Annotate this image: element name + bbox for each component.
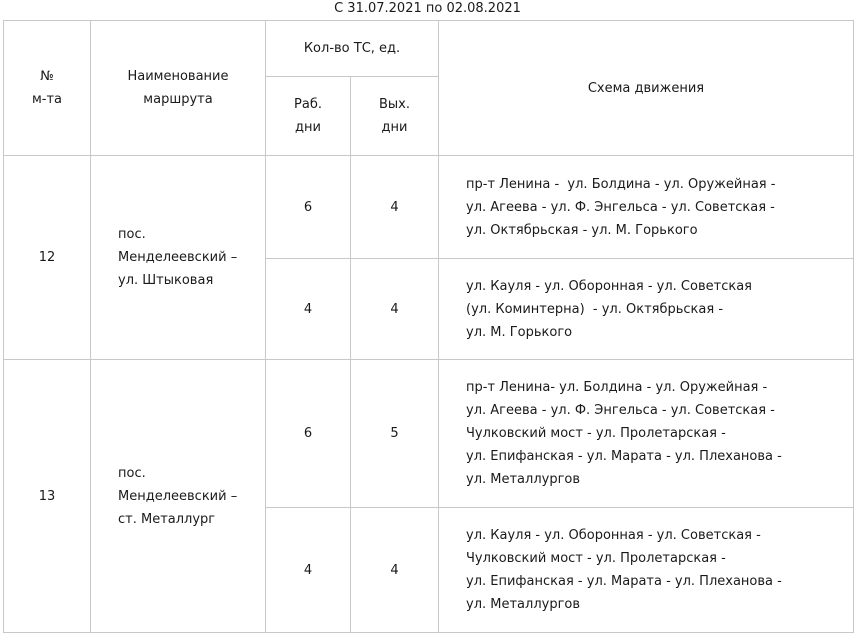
header-work-days-line1: Раб. (294, 97, 322, 112)
route-scheme-line: Чулковский мост - ул. Пролетарская - (466, 551, 726, 566)
route-scheme-line: ул. Кауля - ул. Оборонная - ул. Советская - (466, 528, 761, 543)
work-days-count-cell: 4 (266, 259, 351, 360)
route-scheme-cell (439, 360, 854, 508)
schedule-period-title: С 31.07.2021 по 02.08.2021 (334, 1, 521, 16)
table-row (4, 360, 854, 508)
route-scheme-line: ул. Металлургов (466, 472, 581, 487)
route-name-line: Менделеевский – (118, 488, 238, 504)
route-scheme-line: ул. Епифанская - ул. Марата - ул. Плеханова - (466, 574, 782, 589)
route-scheme-cell (439, 259, 854, 360)
header-route-scheme: Схема движения (439, 21, 854, 156)
route-scheme-line: Чулковский мост - ул. Пролетарская - (466, 426, 726, 441)
route-scheme-cell (439, 508, 854, 633)
header-work-days (266, 77, 351, 156)
weekend-days-count-cell: 4 (351, 259, 439, 360)
header-route-number (4, 21, 91, 156)
route-scheme-line: ул. М. Горького (466, 324, 573, 340)
route-scheme-line: пр-т Ленина- ул. Болдина - ул. Оружейная - (466, 380, 768, 395)
route-name-cell (91, 360, 266, 633)
header-route-name-line1: Наименование (127, 69, 229, 84)
header-weekend-days-line1: Вых. (378, 97, 410, 112)
route-scheme-line: ул. Агеева - ул. Ф. Энгельса - ул. Советская - (466, 403, 775, 418)
work-days-count-cell: 4 (266, 508, 351, 633)
header-weekend-days-line2: дни (381, 120, 408, 135)
work-days-count-cell: 6 (266, 156, 351, 259)
route-scheme-cell (439, 156, 854, 259)
weekend-days-count-cell: 4 (351, 156, 439, 259)
route-scheme-line: ул. Агеева - ул. Ф. Энгельса - ул. Советская - (466, 199, 775, 215)
route-number-cell: 13 (4, 360, 91, 633)
route-name-line: Менделеевский – (118, 250, 238, 265)
header-row-top (4, 21, 854, 77)
route-scheme-line: ул. Металлургов (466, 597, 581, 612)
header-work-days-line2: дни (295, 120, 321, 135)
route-scheme-line: ул. Октябрьская - ул. М. Горького (466, 222, 698, 238)
header-weekend-days (351, 77, 439, 156)
header-vehicle-count: Кол-во ТС, ед. (266, 21, 439, 77)
route-scheme-line: ул. Кауля - ул. Оборонная - ул. Советская (466, 278, 752, 294)
table-row (4, 156, 854, 259)
route-scheme-line: ул. Епифанская - ул. Марата - ул. Плеханова - (466, 449, 782, 464)
route-name-line: ст. Металлург (118, 511, 216, 527)
route-scheme-line: (ул. Коминтерна) - ул. Октябрьская - (466, 301, 724, 317)
route-name-line: ул. Штыковая (118, 273, 214, 288)
header-route-number-line1: № (40, 69, 54, 84)
route-name-cell (91, 156, 266, 360)
header-route-number-line2: м-та (31, 92, 63, 107)
weekend-days-count-cell: 4 (351, 508, 439, 633)
header-route-name (91, 21, 266, 156)
route-name-line: пос. (118, 227, 146, 242)
routes-table (3, 20, 854, 633)
weekend-days-count-cell: 5 (351, 360, 439, 508)
header-route-name-line2: маршрута (143, 92, 213, 107)
work-days-count-cell: 6 (266, 360, 351, 508)
route-scheme-line: пр-т Ленина - ул. Болдина - ул. Оружейная - (466, 176, 776, 192)
route-name-line: пос. (118, 465, 146, 481)
route-number-cell: 12 (4, 156, 91, 360)
